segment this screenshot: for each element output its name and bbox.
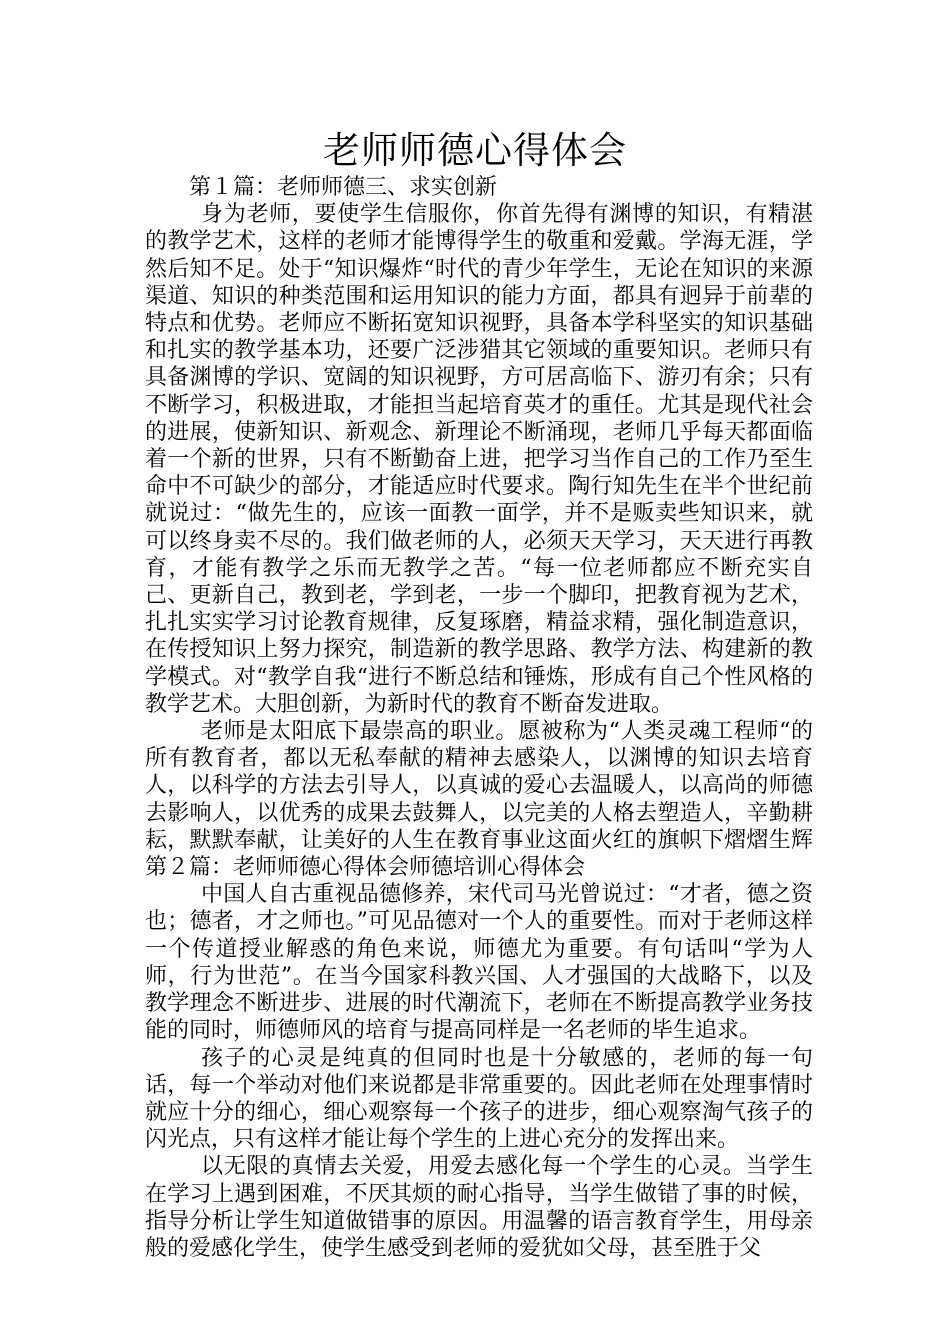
- paragraph: 身为老师，要使学生信服你，你首先得有渊博的知识，有精湛的教学艺术，这样的老师才能博得学生的敬重和爱戴。学海无涯，学然后知不足。处于“知识爆炸“时代的青少年学生，无论在知识的来源渠道、知识的种类范围和运用知识的能力方面，都具有迥异于前辈的特点和优势。老师应不断拓宽知识视野，具备本学科坚实的知识基础和扎实的教学基本功，还要广泛涉猎其它领域的重要知识。老师只有具备渊博的学识、宽阔的知识视野，方可居高临下、游刃有余；只有不断学习，积极进取，才能担当起培育英才的重任。尤其是现代社会的进展，使新知识、新观念、新理论不断涌现，老师几乎每天都面临着一个新的世界，只有不断勤奋上进，把学习当作自己的工作乃至生命中不可缺少的部分，才能适应时代要求。陶行知先生在半个世纪前就说过：“做先生的，应该一面教一面学，并不是贩卖些知识来，就可以终身卖不尽的。我们做老师的人，必须天天学习，天天进行再教育，才能有教学之乐而无教学之苦。“每一位老师都应不断充实自己、更新自己，教到老，学到老，一步一个脚印，把教育视为艺术，扎扎实实学习讨论教育规律，反复琢磨，精益求精，强化制造意识，在传授知识上努力探究，制造新的教学思路、教学方法、构建新的教学模式。对“教学自我“进行不断总结和锤炼，形成有自己个性风格的教学艺术。大胆创新，为新时代的教育不断奋发进取。: [145, 202, 813, 717]
- document-body: [145, 174, 813, 1262]
- paragraph: 中国人自古重视品德修养，宋代司马光曾说过：“才者，德之资也；德者，才之师也。”可见品德对一个人的重要性。而对于老师这样一个传道授业解惑的角色来说，师德尤为重要。有句话叫“学为人师，行为世范”。在当今国家科教兴国、人才强国的大战略下，以及教学理念不断进步、进展的时代潮流下，老师在不断提高教学业务技能的同时，师德师风的培育与提高同样是一名老师的毕生追求。: [145, 882, 813, 1044]
- document-title: 老师师德心得体会: [323, 129, 627, 172]
- paragraph: 以无限的真情去关爱，用爱去感化每一个学生的心灵。当学生在学习上遇到困难，不厌其烦的耐心指导，当学生做错了事的时候，指导分析让学生知道做错事的原因。用温馨的语言教育学生，用母亲般的爱感化学生，使学生感受到老师的爱犹如父母，甚至胜于父: [145, 1154, 813, 1261]
- paragraph: 孩子的心灵是纯真的但同时也是十分敏感的，老师的每一句话，每一个举动对他们来说都是非常重要的。因此老师在处理事情时就应十分的细心，细心观察每一个孩子的进步，细心观察淘气孩子的闪光点，只有这样才能让每个学生的上进心充分的发挥出来。: [145, 1045, 813, 1153]
- section-heading: 第１篇：老师师德三、求实创新: [189, 175, 498, 200]
- paragraph: 老师是太阳底下最崇高的职业。愿被称为“人类灵魂工程师“的所有教育者，都以无私奉献的精神去感染人，以渊博的知识去培育人，以科学的方法去引导人，以真诚的爱心去温暖人，以高尚的师德去影响人，以优秀的成果去鼓舞人，以完美的人格去塑造人，辛勤耕耘，默默奉献，让美好的人生在教育事业这面火红的旗帜下熠熠生辉第２篇：老师师德心得体会师德培训心得体会: [145, 719, 813, 881]
